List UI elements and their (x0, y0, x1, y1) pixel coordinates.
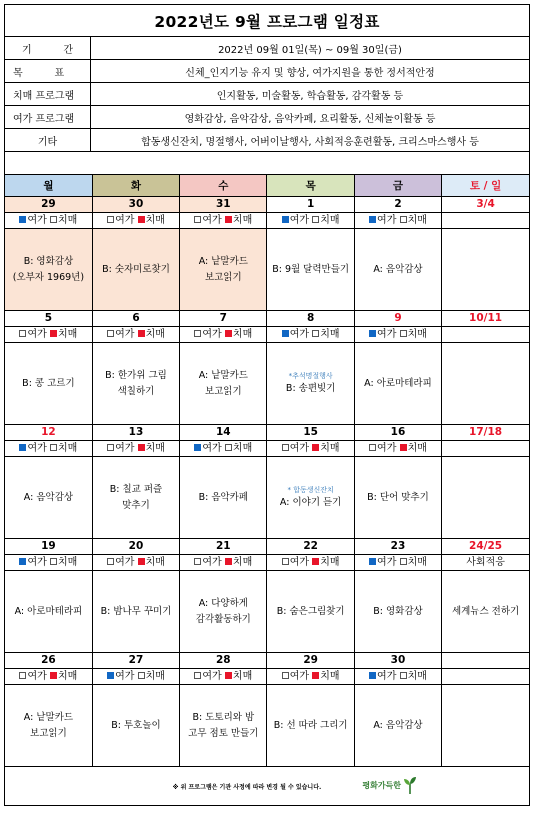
date-cell: 16 (354, 425, 441, 441)
date-cell: 24/25 (442, 539, 529, 555)
legend-cell (180, 669, 267, 685)
checked-box-icon (138, 558, 145, 565)
activity-text: B: 9월 달력만들기 (272, 263, 350, 275)
weekday-header: 화 (92, 175, 179, 197)
activity-text: A: 이야기 듣기 (279, 497, 342, 509)
legend-cell (267, 669, 354, 685)
activity-cell (267, 685, 354, 767)
activity-text: (오부자 1969년) (12, 271, 85, 283)
legend-cell (267, 327, 354, 343)
empty-box-icon (194, 330, 201, 337)
date-cell: 19 (5, 539, 92, 555)
leisure-label: 여가 (27, 443, 47, 454)
checked-box-icon (312, 444, 319, 451)
checked-box-icon (50, 672, 57, 679)
dementia-label: 치매 (407, 671, 427, 682)
activity-cell (180, 685, 267, 767)
legend-cell (5, 213, 92, 229)
activity-row (5, 685, 529, 767)
empty-box-icon (282, 444, 289, 451)
checked-box-icon (369, 216, 376, 223)
legend-cell (5, 327, 92, 343)
activity-text: A: 음악감상 (373, 719, 423, 731)
legend-cell (5, 669, 92, 685)
weekday-header: 금 (354, 175, 441, 197)
activity-cell (5, 571, 92, 653)
checked-box-icon (225, 672, 232, 679)
activity-row (5, 343, 529, 425)
date-row (5, 653, 529, 669)
date-row (5, 197, 529, 213)
dementia-label: 치매 (145, 557, 165, 568)
checked-box-icon (282, 216, 289, 223)
dementia-label: 치매 (58, 329, 78, 340)
date-cell: 30 (354, 653, 441, 669)
dementia-label: 치매 (407, 443, 427, 454)
activity-text: 고무 점토 만들기 (188, 727, 259, 739)
dementia-label: 치매 (232, 215, 253, 226)
legend-cell (354, 669, 441, 685)
footer-note: ※ 위 프로그램은 기관 사정에 따라 변경 될 수 있습니다. (172, 783, 322, 791)
logo-text: 평화가득한 (362, 780, 401, 790)
dementia-label: 치매 (320, 557, 340, 568)
legend-cell (354, 213, 441, 229)
dementia-label: 치매 (320, 443, 340, 454)
date-cell: 15 (267, 425, 354, 441)
empty-box-icon (107, 330, 114, 337)
date-cell: 22 (267, 539, 354, 555)
dementia-label: 치매 (232, 671, 253, 682)
activity-row (5, 229, 529, 311)
empty-box-icon (400, 558, 407, 565)
activity-text: A: 음악감상 (373, 263, 423, 275)
activity-text: 세계뉴스 전하기 (451, 605, 520, 617)
legend-row (5, 213, 529, 229)
weekday-header: 목 (267, 175, 354, 197)
empty-box-icon (194, 558, 201, 565)
weekday-header: 토 / 일 (442, 175, 529, 197)
activity-text: B: 영화감상 (23, 256, 74, 268)
activity-text: A: 낱말카드 (198, 256, 248, 268)
legend-cell (442, 441, 529, 457)
checked-box-icon (369, 330, 376, 337)
info-value: 2022년 09월 01일(목) ~ 09월 30일(금) (218, 44, 402, 56)
dementia-label: 치매 (58, 215, 78, 226)
leisure-label: 여가 (289, 329, 310, 340)
checked-box-icon (194, 444, 201, 451)
empty-box-icon (19, 330, 26, 337)
legend-cell (180, 555, 267, 571)
info-row (5, 106, 529, 129)
schedule-sheet (4, 4, 530, 806)
activity-text: B: 숨은그림찾기 (276, 605, 345, 617)
date-cell: 12 (5, 425, 92, 441)
empty-box-icon (19, 672, 26, 679)
checked-box-icon (138, 444, 145, 451)
legend-cell (442, 213, 529, 229)
date-row (5, 425, 529, 441)
leisure-label: 여가 (377, 329, 397, 340)
checked-box-icon (312, 672, 319, 679)
leisure-label: 여가 (115, 329, 135, 340)
info-value: 합동생신잔치, 명절행사, 어버이날행사, 사회적응훈련활동, 크리스마스행사 등 (141, 136, 479, 148)
activity-cell (180, 571, 267, 653)
activity-cell (267, 343, 354, 425)
activity-cell (442, 343, 529, 425)
legend-cell (5, 441, 92, 457)
date-cell: 28 (180, 653, 267, 669)
checked-box-icon (400, 444, 407, 451)
info-row (5, 37, 529, 60)
activity-cell (5, 457, 92, 539)
dementia-label: 치매 (58, 671, 78, 682)
legend-cell (267, 213, 354, 229)
info-row (5, 129, 529, 152)
empty-box-icon (194, 216, 201, 223)
activity-text: B: 칠교 퍼즐 (109, 484, 163, 496)
leisure-label: 여가 (377, 215, 397, 226)
activity-text: B: 음악카페 (198, 491, 249, 503)
leisure-label: 여가 (289, 215, 310, 226)
date-cell: 3/4 (442, 197, 529, 213)
leisure-label: 여가 (27, 215, 47, 226)
leisure-label: 여가 (27, 329, 47, 340)
empty-box-icon (400, 216, 407, 223)
info-label: 기 간 (5, 37, 91, 59)
date-cell: 26 (5, 653, 92, 669)
info-label: 치매 프로그램 (5, 83, 91, 105)
date-cell: 30 (92, 197, 179, 213)
dementia-label: 치매 (58, 557, 78, 568)
checked-box-icon (50, 330, 57, 337)
activity-text: B: 도토리와 밤 (192, 712, 255, 724)
checked-box-icon (138, 216, 145, 223)
empty-box-icon (50, 444, 57, 451)
dementia-label: 치매 (407, 557, 427, 568)
dementia-label: 치매 (58, 443, 78, 454)
legend-cell (5, 555, 92, 571)
date-cell: 1 (267, 197, 354, 213)
leisure-label: 여가 (377, 671, 397, 682)
activity-text: 맞추기 (122, 499, 150, 511)
dementia-label: 치매 (145, 671, 165, 682)
date-cell: 17/18 (442, 425, 529, 441)
activity-text: B: 선 따라 그리기 (273, 719, 348, 731)
sprout-icon (403, 776, 417, 794)
empty-box-icon (107, 444, 114, 451)
activity-text: B: 투호놀이 (111, 719, 161, 731)
footer (5, 767, 529, 805)
activity-text: 보고읽기 (30, 727, 67, 739)
checked-box-icon (225, 330, 232, 337)
empty-box-icon (225, 444, 232, 451)
date-cell: 5 (5, 311, 92, 327)
legend-row (5, 555, 529, 571)
date-cell: 29 (5, 197, 92, 213)
activity-cell (180, 457, 267, 539)
activity-text: B: 단어 맞추기 (367, 491, 429, 503)
date-row (5, 539, 529, 555)
activity-text: B: 밤나무 꾸미기 (100, 605, 172, 617)
legend-cell (442, 669, 529, 685)
legend-cell (442, 555, 529, 571)
leisure-label: 여가 (115, 671, 135, 682)
empty-box-icon (369, 444, 376, 451)
date-cell: 7 (180, 311, 267, 327)
info-value: 인지활동, 미술활동, 학습활동, 감각활동 등 (216, 90, 404, 102)
activity-text: A: 다양하게 (198, 598, 248, 610)
legend-cell (92, 669, 179, 685)
activity-cell (5, 685, 92, 767)
leisure-label: 여가 (202, 329, 222, 340)
activity-row (5, 457, 529, 539)
date-cell: 2 (354, 197, 441, 213)
dementia-label: 치매 (320, 329, 340, 340)
date-cell: 29 (267, 653, 354, 669)
empty-box-icon (50, 216, 57, 223)
leisure-label: 여가 (289, 443, 310, 454)
info-section (5, 37, 529, 152)
leisure-label: 여가 (115, 215, 135, 226)
info-value: 영화감상, 음악감상, 음악카페, 요리활동, 신체놀이활동 등 (184, 113, 436, 125)
checked-box-icon (19, 558, 26, 565)
dementia-label: 치매 (145, 215, 165, 226)
activity-cell (267, 571, 354, 653)
checked-box-icon (107, 672, 114, 679)
activity-cell (92, 457, 179, 539)
activity-text: B: 영화감상 (373, 605, 423, 617)
leisure-label: 여가 (27, 671, 47, 682)
dementia-label: 치매 (145, 329, 165, 340)
legend-cell (354, 327, 441, 343)
empty-box-icon (107, 216, 114, 223)
checked-box-icon (225, 216, 232, 223)
activity-text: 감각활동하기 (195, 613, 251, 625)
leisure-label: 여가 (289, 557, 310, 568)
empty-box-icon (400, 330, 407, 337)
activity-cell (92, 229, 179, 311)
empty-box-icon (194, 672, 201, 679)
leisure-label: 여가 (289, 671, 310, 682)
info-row (5, 60, 529, 83)
checked-box-icon (225, 558, 232, 565)
legend-cell (180, 327, 267, 343)
calendar-table (5, 175, 529, 767)
activity-text: A: 낱말카드 (198, 370, 248, 382)
activity-text: A: 음악감상 (23, 491, 74, 503)
date-row (5, 311, 529, 327)
activity-cell (354, 685, 441, 767)
page-title: 2022년도 9월 프로그램 일정표 (5, 5, 529, 37)
leisure-label: 여가 (377, 443, 397, 454)
activity-text: 보고읽기 (204, 271, 242, 283)
activity-cell (442, 571, 529, 653)
activity-cell (180, 343, 267, 425)
empty-box-icon (400, 672, 407, 679)
leisure-label: 여가 (202, 557, 222, 568)
legend-cell (180, 441, 267, 457)
activity-text: B: 숫자미로찾기 (102, 263, 170, 275)
leisure-label: 여가 (202, 671, 222, 682)
leisure-label: 여가 (27, 557, 47, 568)
activity-text: B: 한가위 그림 (105, 370, 167, 382)
dementia-label: 치매 (320, 671, 340, 682)
dementia-label: 치매 (232, 329, 253, 340)
legend-cell (92, 555, 179, 571)
activity-cell (180, 229, 267, 311)
activity-cell (92, 343, 179, 425)
empty-box-icon (282, 558, 289, 565)
dementia-label: 치매 (407, 215, 427, 226)
legend-row (5, 327, 529, 343)
checked-box-icon (312, 558, 319, 565)
checked-box-icon (138, 330, 145, 337)
leisure-label: 여가 (202, 215, 222, 226)
legend-cell (354, 555, 441, 571)
activity-cell (92, 685, 179, 767)
info-label: 기타 (5, 129, 91, 151)
checked-box-icon (19, 216, 26, 223)
empty-box-icon (312, 216, 319, 223)
empty-box-icon (107, 558, 114, 565)
leisure-label: 여가 (115, 443, 135, 454)
empty-box-icon (50, 558, 57, 565)
legend-cell (354, 441, 441, 457)
activity-cell (267, 229, 354, 311)
activity-text: A: 아로마테라피 (14, 605, 83, 617)
dementia-label: 치매 (232, 557, 253, 568)
dementia-label: 치매 (145, 443, 165, 454)
weekday-header: 수 (180, 175, 267, 197)
date-cell: 31 (180, 197, 267, 213)
activity-text: A: 낱말카드 (23, 712, 74, 724)
activity-cell (354, 343, 441, 425)
legend-row (5, 669, 529, 685)
activity-text: B: 송편빚기 (285, 383, 336, 395)
logo (362, 776, 417, 794)
info-value: 신체_인지기능 유지 및 향상, 여가지원을 통한 정서적안정 (185, 67, 435, 79)
legend-cell (267, 555, 354, 571)
date-cell: 10/11 (442, 311, 529, 327)
activity-text: A: 아로마테라피 (364, 377, 432, 389)
leisure-label: 여가 (115, 557, 135, 568)
activity-cell (354, 571, 441, 653)
leisure-label: 여가 (202, 443, 222, 454)
activity-text: B: 콩 고르기 (22, 377, 75, 389)
dementia-label: 치매 (407, 329, 427, 340)
date-cell: 23 (354, 539, 441, 555)
legend-cell (92, 327, 179, 343)
dementia-label: 치매 (320, 215, 340, 226)
activity-cell (5, 229, 92, 311)
weekday-header-row (5, 175, 529, 197)
checked-box-icon (19, 444, 26, 451)
legend-text: 사회적응 (466, 557, 505, 568)
date-cell: 20 (92, 539, 179, 555)
legend-cell (92, 213, 179, 229)
activity-cell (354, 457, 441, 539)
legend-cell (267, 441, 354, 457)
date-cell: 14 (180, 425, 267, 441)
dementia-label: 치매 (232, 443, 253, 454)
legend-cell (92, 441, 179, 457)
weekday-header: 월 (5, 175, 92, 197)
activity-text: 보고읽기 (204, 385, 242, 397)
activity-cell (442, 685, 529, 767)
date-cell (442, 653, 529, 669)
legend-cell (442, 327, 529, 343)
info-label: 여가 프로그램 (5, 106, 91, 128)
checked-box-icon (369, 672, 376, 679)
blank-row (5, 152, 529, 175)
date-cell: 8 (267, 311, 354, 327)
activity-text: 색칠하기 (117, 385, 155, 397)
event-note: * 합동생신잔치 (287, 485, 334, 494)
leisure-label: 여가 (377, 557, 397, 568)
date-cell: 27 (92, 653, 179, 669)
info-label: 목 표 (5, 60, 91, 82)
empty-box-icon (282, 672, 289, 679)
activity-cell (5, 343, 92, 425)
date-cell: 9 (354, 311, 441, 327)
activity-cell (442, 457, 529, 539)
date-cell: 6 (92, 311, 179, 327)
activity-cell (92, 571, 179, 653)
legend-row (5, 441, 529, 457)
date-cell: 13 (92, 425, 179, 441)
info-row (5, 83, 529, 106)
checked-box-icon (369, 558, 376, 565)
empty-box-icon (312, 330, 319, 337)
activity-cell (354, 229, 441, 311)
activity-row (5, 571, 529, 653)
activity-cell (267, 457, 354, 539)
date-cell: 21 (180, 539, 267, 555)
checked-box-icon (282, 330, 289, 337)
empty-box-icon (138, 672, 145, 679)
activity-cell (442, 229, 529, 311)
legend-cell (180, 213, 267, 229)
event-note: *추석명절행사 (288, 371, 333, 380)
